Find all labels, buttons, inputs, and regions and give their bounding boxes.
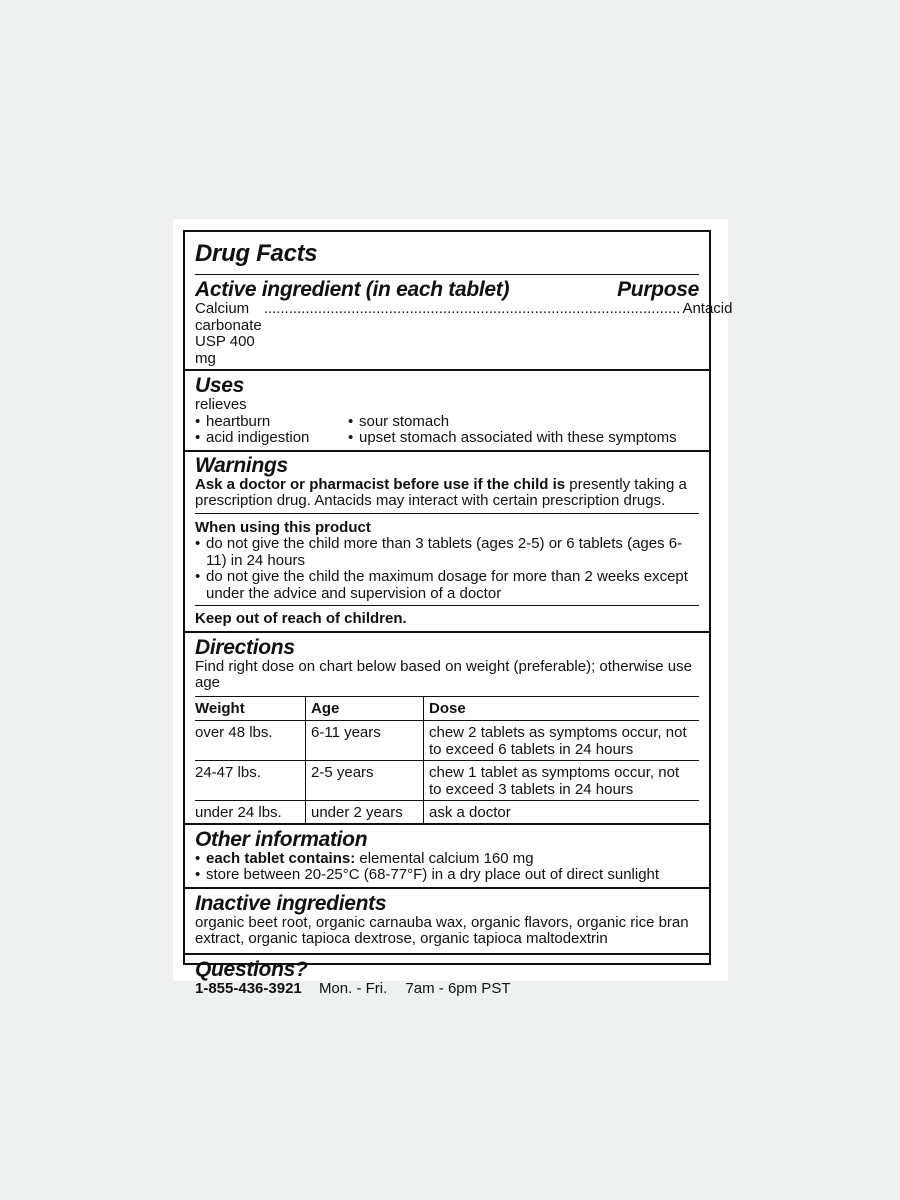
list-item: • each tablet contains: elemental calcium 160 mg: [195, 849, 534, 867]
weight-cell: under 24 lbs.: [195, 803, 282, 821]
ingredient-name: Calcium carbonate USP 400 mg: [195, 300, 262, 367]
directions-heading: Directions: [195, 635, 295, 659]
questions-heading: Questions?: [195, 957, 308, 981]
active-heading-row: [195, 279, 699, 301]
uses-heading: Uses: [195, 374, 245, 397]
uses-right-column: [348, 414, 677, 447]
weight-cell: 24-47 lbs.: [195, 763, 261, 781]
dosage-table: [195, 696, 699, 823]
active-ingredient-section: [185, 232, 733, 369]
warnings-heading: Warnings: [195, 453, 288, 477]
phone-number: 1-855-436-3921: [195, 979, 302, 997]
uses-intro: relieves: [195, 396, 247, 413]
purpose-heading: Purpose: [617, 278, 699, 301]
list-item: • store between 20-25°C (68-77°F) in a dry place out of direct sunlight: [195, 866, 660, 883]
table-row: [195, 760, 699, 800]
leader-dots: ....................................................................................................: [263, 300, 681, 317]
list-item: • upset stomach associated with these symptoms: [348, 429, 677, 446]
table-row: [195, 800, 699, 823]
list-item: • heartburn: [195, 412, 271, 430]
questions-contact: [195, 981, 699, 998]
age-cell: 6-11 years: [306, 720, 424, 760]
list-item: • do not give the child the maximum dosage for more than 2 weeks except under the advice and supervision of a doctor: [195, 568, 688, 602]
inactive-ingredients-text: organic beet root, organic carnauba wax, organic flavors, organic rice bran extract, organic tapioca dextrose, organic tapioca maltodextrin: [195, 913, 689, 947]
weight-cell: over 48 lbs.: [195, 723, 273, 741]
dose-cell: ask a doctor: [424, 800, 700, 823]
drug-facts-panel: [183, 230, 733, 997]
keep-out-text: Keep out of reach of children.: [195, 610, 407, 627]
other-information-heading: Other information: [195, 827, 368, 851]
ingredient-row: [195, 300, 733, 367]
questions-section: [185, 953, 709, 1001]
other-information-section: [185, 823, 709, 887]
warnings-rule: [195, 513, 699, 514]
active-ingredient-heading: Active ingredient (in each tablet): [195, 278, 510, 301]
list-item: • acid indigestion: [195, 429, 310, 446]
when-using-heading: When using this product: [195, 518, 371, 536]
column-header-weight: Weight: [195, 699, 245, 717]
title-rule: [195, 274, 699, 275]
ask-doctor-text: Ask a doctor or pharmacist before use if the child is presently taking a prescription drug. Antacids may interact with certain prescription drugs.: [195, 475, 687, 509]
contact-hours: 7am - 6pm PST: [405, 979, 511, 997]
ingredient-purpose: Antacid: [682, 300, 733, 317]
uses-list: [195, 414, 699, 447]
warnings-section: [185, 450, 709, 631]
age-cell: under 2 years: [306, 800, 424, 823]
uses-left-column: [195, 414, 348, 447]
uses-section: [185, 369, 709, 450]
age-cell: 2-5 years: [306, 760, 424, 800]
drug-facts-title: Drug Facts: [195, 240, 318, 267]
column-header-age: Age: [306, 696, 424, 720]
directions-section: [185, 631, 709, 823]
inactive-ingredients-heading: Inactive ingredients: [195, 891, 387, 915]
table-header-row: [195, 696, 699, 720]
directions-intro: Find right dose on chart below based on weight (preferable); otherwise use age: [195, 657, 692, 691]
table-row: [195, 720, 699, 760]
contact-days: Mon. - Fri.: [318, 979, 388, 997]
dose-cell: chew 1 tablet as symptoms occur, not to exceed 3 tablets in 24 hours: [424, 760, 700, 800]
list-item: • do not give the child more than 3 tablets (ages 2-5) or 6 tablets (ages 6-11) in 24 hours: [195, 535, 683, 569]
dose-cell: chew 2 tablets as symptoms occur, not to exceed 6 tablets in 24 hours: [424, 720, 700, 760]
list-item: • sour stomach: [348, 412, 450, 430]
inactive-ingredients-section: [185, 887, 709, 953]
column-header-dose: Dose: [424, 696, 700, 720]
warnings-rule: [195, 605, 699, 606]
